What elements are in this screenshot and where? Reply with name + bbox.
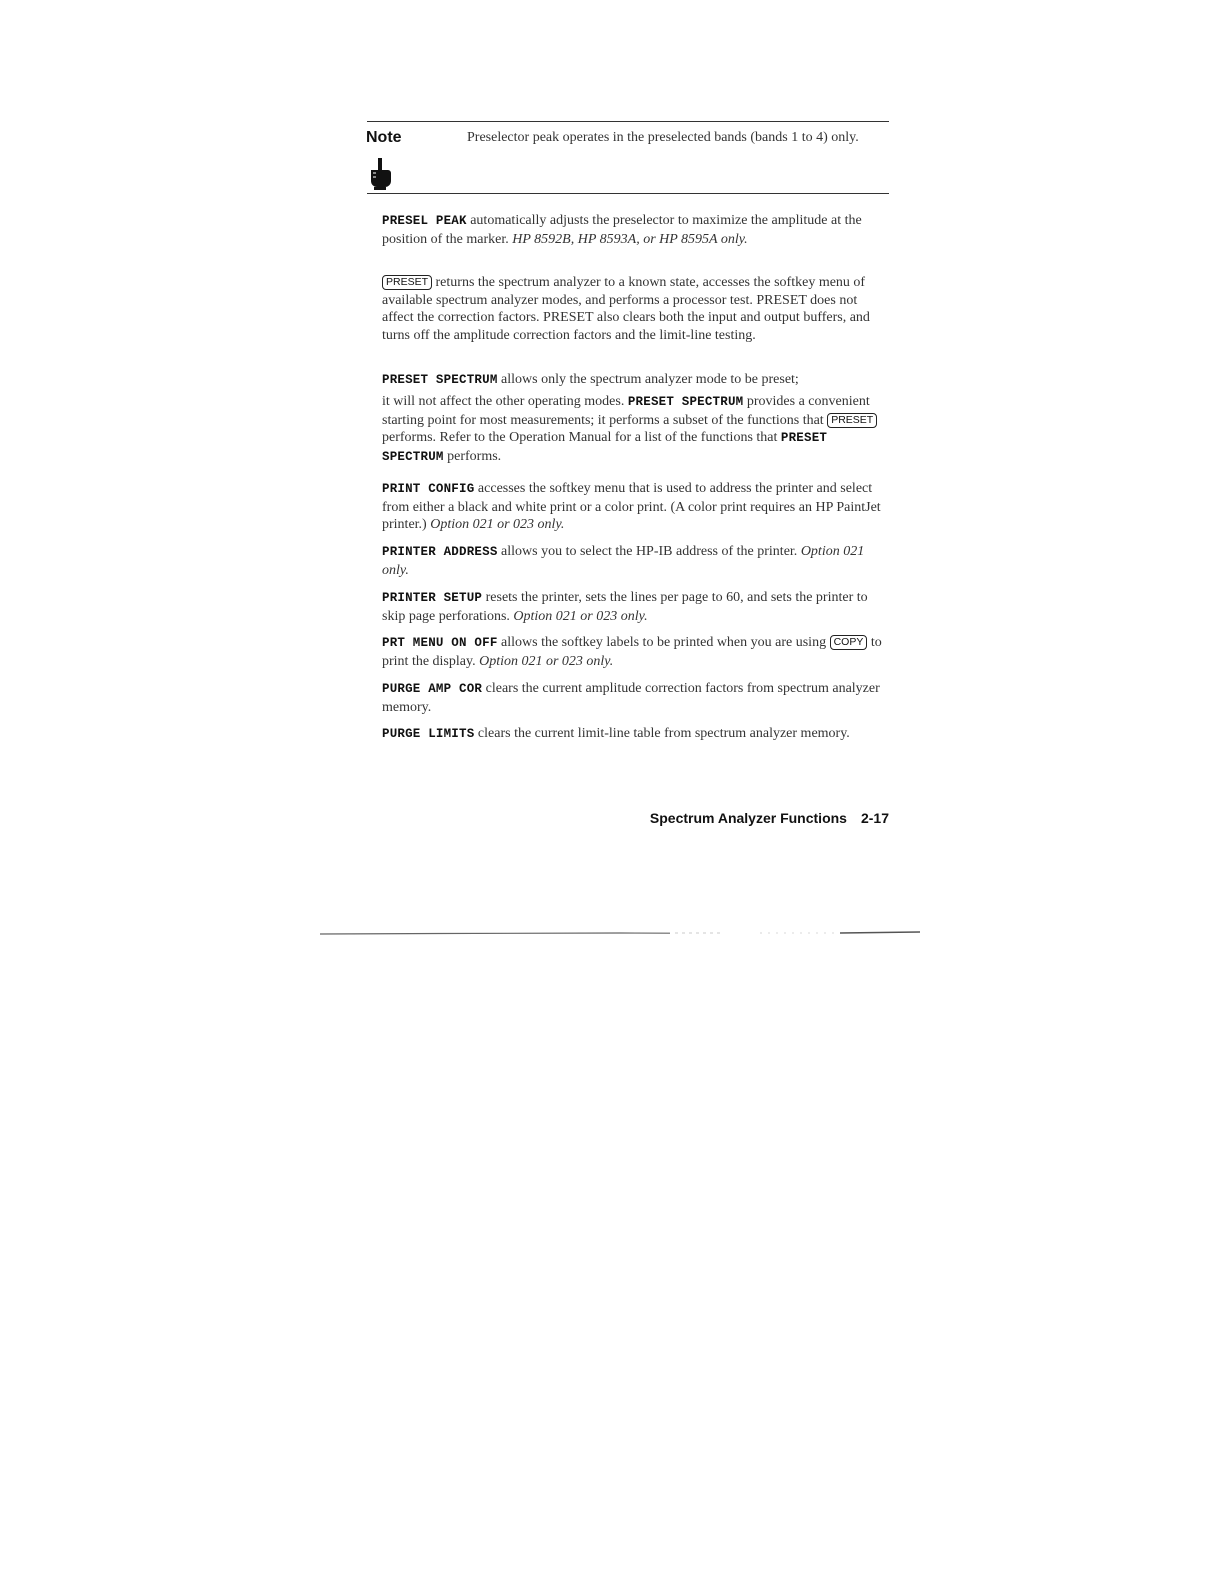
- paragraph-printer-setup: PRINTER SETUP resets the printer, sets the lines per page to 60, and sets the printer to skip page perforations. Option 021 or 023 only.: [382, 590, 868, 624]
- keyword-preset-spectrum: PRESET SPECTRUM: [382, 373, 498, 387]
- keyword-purge-amp-cor: PURGE AMP COR: [382, 682, 483, 696]
- paragraph-purge-limits: PURGE LIMITS clears the current limit-line table from spectrum analyzer memory.: [382, 726, 850, 741]
- preset-key: PRESET: [382, 275, 432, 290]
- paragraph-printer-address: PRINTER ADDRESS allows you to select the HP-IB address of the printer. Option 021 only.: [382, 544, 865, 578]
- keyword-printer-address: PRINTER ADDRESS: [382, 545, 498, 559]
- paragraph-preset: PRESET returns the spectrum analyzer to a known state, accesses the softkey menu of available spectrum analyzer modes, and performs a processor test. PRESET does not affect the correction factors. PRESET also clears both the input and output buffers, and turns off the amplitude correction factors and the limit-line testing.: [382, 275, 870, 343]
- paragraph-prt-menu: PRT MENU ON OFF allows the softkey labels to be printed when you are using COPY to print the display. Option 021 or 023 only.: [382, 635, 882, 669]
- keyword-prt-menu: PRT MENU ON OFF: [382, 636, 498, 650]
- page-number: 2-17: [860, 810, 889, 826]
- paragraph-purge-amp-cor: PURGE AMP COR clears the current amplitude correction factors from spectrum analyzer memory.: [382, 681, 880, 715]
- preset-key: PRESET: [827, 413, 877, 428]
- paragraph-preset-spectrum: PRESET SPECTRUM allows only the spectrum analyzer mode to be preset;: [382, 372, 799, 387]
- pointing-hand-icon: [366, 158, 394, 190]
- keyword-presel-peak: PRESEL PEAK: [382, 214, 467, 228]
- copy-key: COPY: [830, 635, 868, 650]
- keyword-purge-limits: PURGE LIMITS: [382, 727, 475, 741]
- page-footer: [560, 810, 889, 826]
- paragraph-presel-peak: PRESEL PEAK automatically adjusts the preselector to maximize the amplitude at the position of the marker. HP 8592B, HP 8593A, or HP 8595A only.: [382, 213, 862, 247]
- paragraph-print-config: PRINT CONFIG accesses the softkey menu that is used to address the printer and select from either a black and white print or a color print. (A color print requires an HP PaintJet printer.) Option 021 or 023 only.: [382, 481, 881, 532]
- note-top-rule: [367, 121, 889, 122]
- footer-section-title: Spectrum Analyzer Functions: [649, 810, 847, 826]
- model-availability: HP 8592B, HP 8593A, or HP 8595A only.: [512, 231, 748, 247]
- note-text: Preselector peak operates in the preselected bands (bands 1 to 4) only.: [467, 130, 859, 145]
- paragraph-preset-spectrum-cont: it will not affect the other operating modes. PRESET SPECTRUM provides a convenient starting point for most measurements; it performs a subset of the functions that PRESET performs. Refer to the Operation Manual for a list of the functions that PRESET SPECTRUM performs.: [382, 393, 890, 466]
- keyword-printer-setup: PRINTER SETUP: [382, 591, 483, 605]
- keyword-print-config: PRINT CONFIG: [382, 482, 475, 496]
- scan-edge-line: [320, 930, 920, 936]
- note-label: Note: [366, 129, 402, 146]
- note-bottom-rule: [367, 193, 889, 194]
